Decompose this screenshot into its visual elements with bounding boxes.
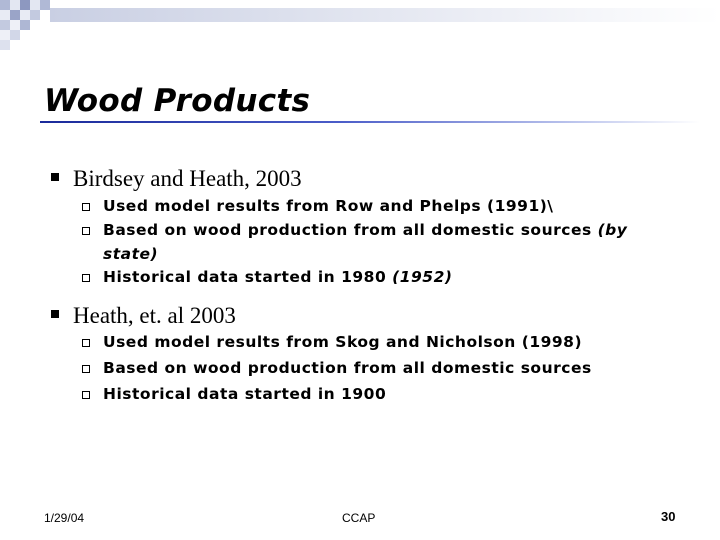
subbullet-box-icon [82, 365, 90, 373]
list-item: Historical data started in 1900 [103, 385, 387, 403]
list-item: Used model results from Row and Phelps (1991)\ [103, 197, 554, 215]
list-item: Based on wood production from all domestic sources (by [103, 221, 628, 239]
list-item: Based on wood production from all domestic sources [103, 359, 592, 377]
list-item-continuation: state) [103, 245, 159, 263]
subbullet-box-icon [82, 227, 90, 235]
subbullet-box-icon [82, 203, 90, 211]
subbullet-box-icon [82, 391, 90, 399]
section-heading: Birdsey and Heath, 2003 [73, 166, 302, 191]
list-item: Historical data started in 1980 (1952) [103, 268, 453, 286]
section-bullet-icon [51, 173, 59, 181]
subbullet-box-icon [82, 274, 90, 282]
list-item: Used model results from Skog and Nicholson (1998) [103, 333, 583, 351]
footer-center-text: CCAP [342, 511, 376, 525]
footer-date: 1/29/04 [44, 511, 85, 525]
section-bullet-icon [51, 310, 59, 318]
subbullet-box-icon [82, 339, 90, 347]
slide-title: Wood Products [44, 83, 311, 119]
header-decoration [0, 0, 720, 50]
page-number: 30 [661, 509, 676, 524]
title-underline [40, 121, 700, 123]
section-heading: Heath, et. al 2003 [73, 303, 236, 328]
